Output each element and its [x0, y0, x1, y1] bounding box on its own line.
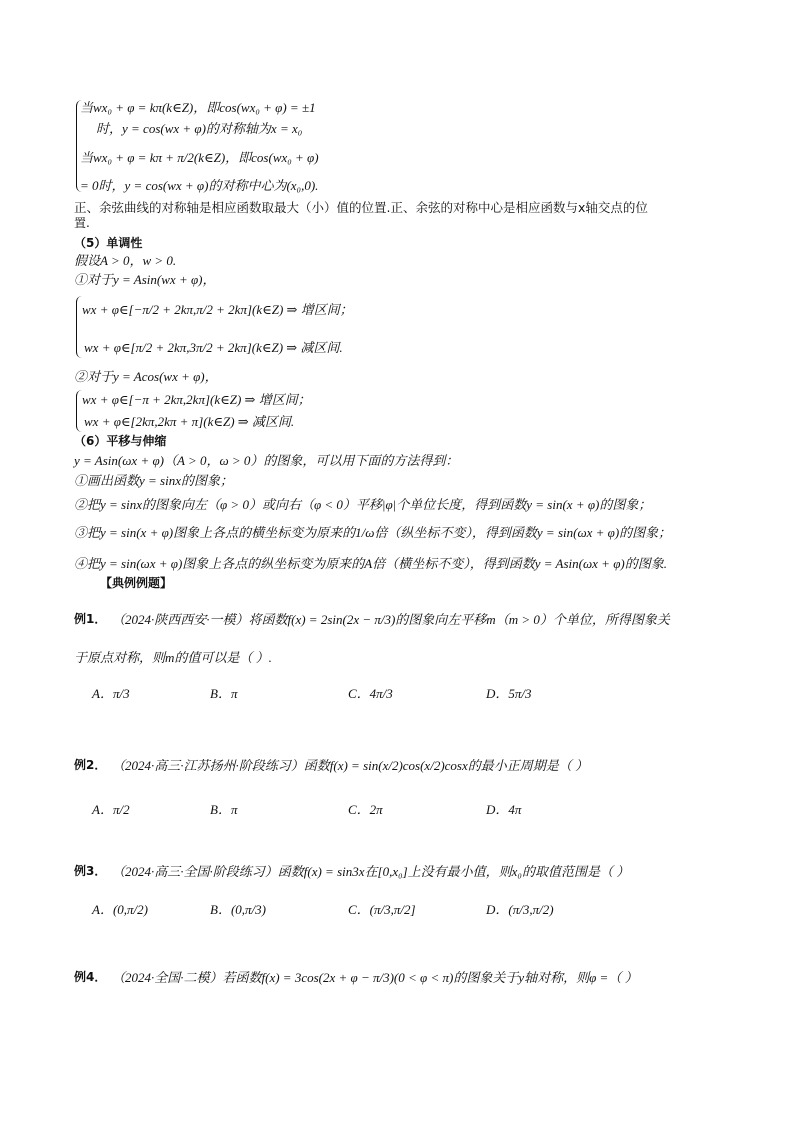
- ex1-line1: （2024·陕西西安·一模）将函数f(x) = 2sin(2x − π/3)的图象向左平移m（m > 0）个单位，所得图象关: [112, 612, 670, 627]
- sym-row2: 时，y = cos(wx + φ)的对称轴为x = x₀: [96, 121, 303, 136]
- shift-step1: ①画出函数y = sinx的图象；: [74, 473, 233, 488]
- ex3-option-d[interactable]: D．(π/3,π/2): [486, 902, 554, 917]
- sym-row1: 当wx₀ + φ = kπ(k∈Z)，即cos(wx₀ + φ) = ±1: [80, 100, 316, 115]
- ex1-line2: 于原点对称，则m的值可以是（ ）.: [74, 650, 272, 665]
- ex4-line1: （2024·全国·二模）若函数f(x) = 3cos(2x + φ − π/3)(0 < φ < π)的图象关于y轴对称，则φ =（ ）: [112, 970, 638, 985]
- shift-intro: y = Asin(ωx + φ)（A > 0，ω > 0）的图象，可以用下面的方法得到：: [74, 453, 459, 468]
- ex1-option-a[interactable]: A．π/3: [92, 686, 130, 701]
- ex2-line1: （2024·高三·江苏扬州·阶段练习）函数f(x) = sin(x/2)cos(x/2)cosx的最小正周期是（ ）: [112, 758, 588, 773]
- ex3-option-c[interactable]: C．(π/3,π/2]: [348, 902, 416, 917]
- ex3-line1: （2024·高三·全国·阶段练习）函数f(x) = sin3x在[0,x₀]上没有最小值，则x₀的取值范围是（ ）: [112, 864, 630, 879]
- ex1-label: 例1．: [74, 612, 107, 626]
- shift-step2: ②把y = sinx的图象向左（φ > 0）或向右（φ < 0）平移|φ|个单位长度，得到函数y = sin(x + φ)的图象；: [74, 497, 652, 512]
- ex2-option-c[interactable]: C．2π: [348, 802, 383, 817]
- mono-assume: 假设A > 0，w > 0.: [74, 253, 177, 268]
- mono-sin-dec: wx + φ∈[π/2 + 2kπ,3π/2 + 2kπ](k∈Z) ⇒ 减区间.: [84, 340, 343, 355]
- ex2-label: 例2．: [74, 758, 107, 772]
- ex3-option-a[interactable]: A．(0,π/2): [92, 902, 148, 917]
- mono-cos-inc: wx + φ∈[−π + 2kπ,2kπ](k∈Z) ⇒ 增区间；: [82, 392, 311, 407]
- mono-heading: （5）单调性: [74, 236, 143, 250]
- shift-step4: ④把y = sin(ωx + φ)图象上各点的纵坐标变为原来的A倍（横坐标不变），得到函数y = Asin(ωx + φ)的图象.: [74, 556, 667, 571]
- mono-cos-head: ②对于y = Acos(wx + φ)，: [74, 369, 218, 384]
- sym-note-line2: 置.: [74, 216, 90, 230]
- mono-sin-inc: wx + φ∈[−π/2 + 2kπ,π/2 + 2kπ](k∈Z) ⇒ 增区间；: [82, 302, 353, 317]
- ex1-option-d[interactable]: D．5π/3: [486, 686, 532, 701]
- ex3-label: 例3．: [74, 864, 107, 878]
- mono-cos-dec: wx + φ∈[2kπ,2kπ + π](k∈Z) ⇒ 减区间.: [84, 414, 295, 429]
- ex3-option-b[interactable]: B．(0,π/3): [210, 902, 266, 917]
- sym-row4: = 0时，y = cos(wx + φ)的对称中心为(x₀,0).: [80, 178, 319, 193]
- examples-heading: 【典例例题】: [100, 576, 173, 590]
- shift-heading: （6）平移与伸缩: [74, 434, 167, 448]
- ex1-option-b[interactable]: B．π: [210, 686, 238, 701]
- sym-note-line1: 正、余弦曲线的对称轴是相应函数取最大（小）值的位置.正、余弦的对称中心是相应函数与x轴交点的位: [74, 200, 648, 215]
- ex2-option-a[interactable]: A．π/2: [92, 802, 130, 817]
- ex4-label: 例4．: [74, 970, 107, 984]
- shift-step3: ③把y = sin(x + φ)图象上各点的横坐标变为原来的1/ω倍（纵坐标不变），得到函数y = sin(ωx + φ)的图象；: [74, 525, 672, 540]
- sym-row3: 当wx₀ + φ = kπ + π/2(k∈Z)，即cos(wx₀ + φ): [80, 150, 319, 165]
- ex1-option-c[interactable]: C．4π/3: [348, 686, 393, 701]
- ex2-option-d[interactable]: D．4π: [486, 802, 522, 817]
- ex2-option-b[interactable]: B．π: [210, 802, 238, 817]
- mono-sin-head: ①对于y = Asin(wx + φ)，: [74, 272, 216, 287]
